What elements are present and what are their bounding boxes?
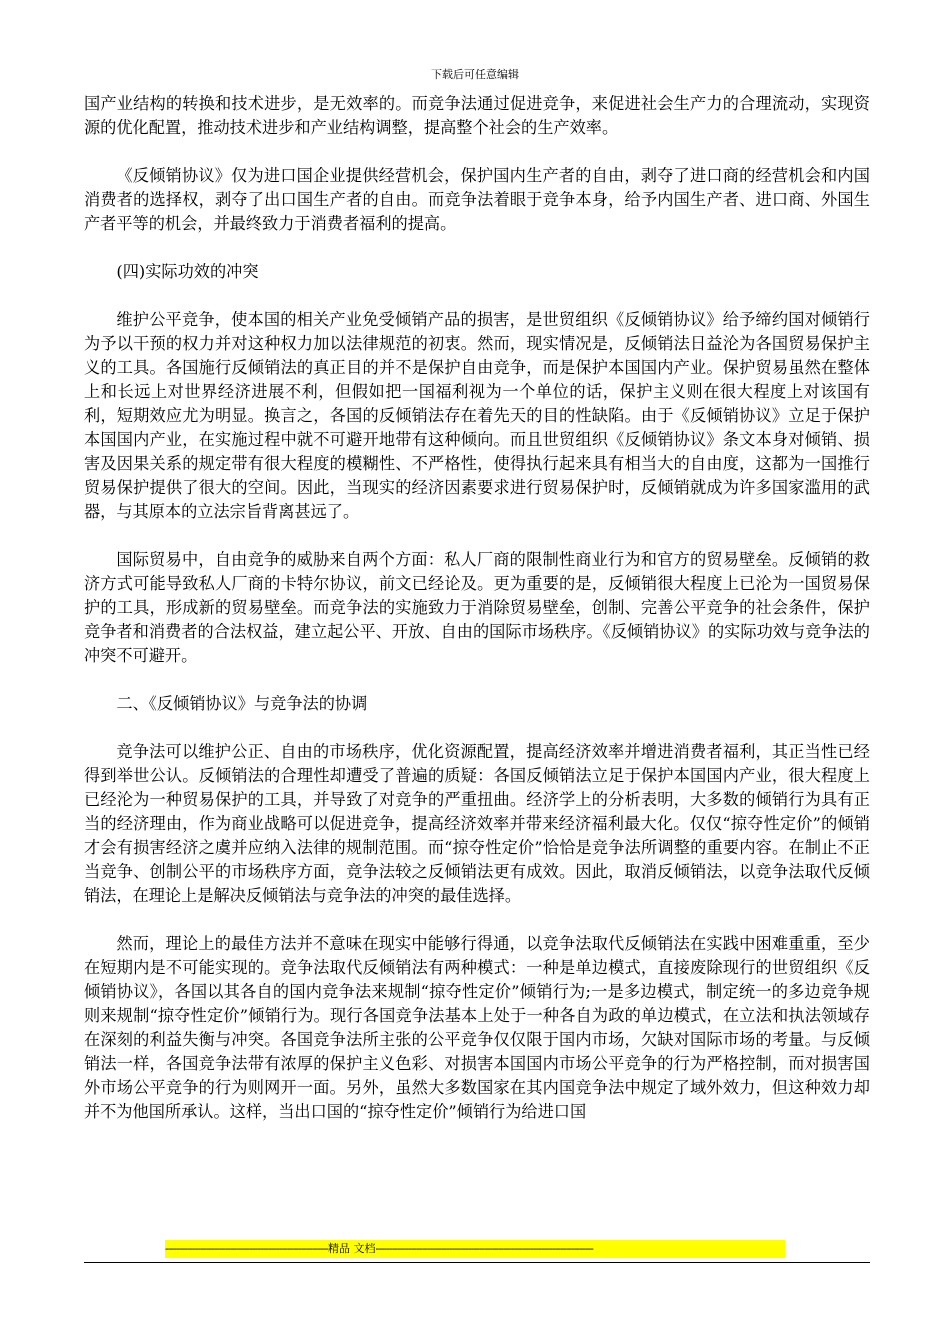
paragraph-2: 《反倾销协议》仅为进口国企业提供经营机会，保护国内生产者的自由，剥夺了进口商的经营机会和内国消费者的选择权，剥夺了出口国生产者的自由。而竞争法着眼于竞争本身，给予内国生产者、进口商、外国生产者平等的机会，并最终致力于消费者福利的提高。 xyxy=(84,166,870,233)
section-heading-2: 二、《反倾销协议》与竞争法的协调 xyxy=(116,694,368,713)
paragraph-1: 国产业结构的转换和技术进步，是无效率的。而竞争法通过促进竞争，来促进社会生产力的合理流动，实现资源的优化配置，推动技术进步和产业结构调整，提高整个社会的生产效率。 xyxy=(84,94,870,137)
footer-divider xyxy=(84,1262,870,1263)
section-heading-4: (四)实际功效的冲突 xyxy=(116,262,259,281)
document-body xyxy=(84,92,870,1148)
footer-label: 精品 文档 xyxy=(328,1242,376,1255)
footer-right-dashes: -------------------------------------------------------------------------------- xyxy=(375,1242,593,1255)
footer-banner xyxy=(165,1240,785,1258)
paragraph-6: 然而，理论上的最佳方法并不意味在现实中能够行得通，以竞争法取代反倾销法在实践中困难重重，至少在短期内是不可能实现的。竞争法取代反倾销法有两种模式：一种是单边模式，直接废除现行的世贸组织《反倾销协议》，各国以其各自的国内竞争法来规制“掠夺性定价”倾销行为;一是多边模式，制定统一的多边竞争规则来规制“掠夺性定价”倾销行为。现行各国竞争法基本上处于一种各自为政的单边模式，在立法和执法领域存在深刻的利益失衡与冲突。各国竞争法所主张的公平竞争仅仅限于国内市场，欠缺对国际市场的考量。与反倾销法一样，各国竞争法带有浓厚的保护主义色彩、对损害本国国内市场公平竞争的行为严格控制，而对损害国外市场公平竞争的行为则网开一面。另外，虽然大多数国家在其内国竞争法中规定了域外效力，但这种效力却并不为他国所承认。这样，当出口国的“掠夺性定价”倾销行为给进口国 xyxy=(84,934,870,1121)
footer-left-dashes: ------------------------------------------------------------ xyxy=(165,1242,329,1255)
page-header-note: 下载后可任意编辑 xyxy=(431,68,519,81)
paragraph-4: 国际贸易中，自由竞争的威胁来自两个方面：私人厂商的限制性商业行为和官方的贸易壁垒。反倾销的救济方式可能导致私人厂商的卡特尔协议，前文已经论及。更为重要的是，反倾销很大程度上已沦为一国贸易保护的工具，形成新的贸易壁垒。而竞争法的实施致力于消除贸易壁垒，创制、完善公平竞争的社会条件，保护竞争者和消费者的合法权益，建立起公平、开放、自由的国际市场秩序。《反倾销协议》的实际功效与竞争法的冲突不可避开。 xyxy=(84,550,870,665)
paragraph-5: 竞争法可以维护公正、自由的市场秩序，优化资源配置，提高经济效率并增进消费者福利，其正当性已经得到举世公认。反倾销法的合理性却遭受了普遍的质疑：各国反倾销法立足于保护本国国内产业，很大程度上已经沦为一种贸易保护的工具，并导致了对竞争的严重扭曲。经济学上的分析表明，大多数的倾销行为具有正当的经济理由，作为商业战略可以促进竞争，提高经济效率并带来经济福利最大化。仅仅“掠夺性定价”的倾销才会有损害经济之虞并应纳入法律的规制范围。而“掠夺性定价”恰恰是竞争法所调整的重要内容。在制止不正当竞争、创制公平的市场秩序方面，竞争法较之反倾销法更有成效。因此，取消反倾销法，以竞争法取代反倾销法，在理论上是解决反倾销法与竞争法的冲突的最佳选择。 xyxy=(84,742,870,905)
paragraph-3: 维护公平竞争，使本国的相关产业免受倾销产品的损害，是世贸组织《反倾销协议》给予缔约国对倾销行为予以干预的权力并对这种权力加以法律规范的初衷。然而，现实情况是，反倾销法日益沦为各国贸易保护主义的工具。各国施行反倾销法的真正目的并不是保护自由竞争，而是保护本国国内产业。保护贸易虽然在整体上和长远上对世界经济进展不利，但假如把一国福利视为一个单位的话，保护主义则在很大程度上对该国有利，短期效应尤为明显。换言之，各国的反倾销法存在着先天的目的性缺陷。由于《反倾销协议》立足于保护本国国内产业，在实施过程中就不可避开地带有这种倾向。而且世贸组织《反倾销协议》条文本身对倾销、损害及因果关系的规定带有很大程度的模糊性、不严格性，使得执行起来具有相当大的自由度，这都为一国推行贸易保护提供了很大的空间。因此，当现实的经济因素要求进行贸易保护时，反倾销就成为许多国家滥用的武器，与其原本的立法宗旨背离甚远了。 xyxy=(84,310,870,521)
